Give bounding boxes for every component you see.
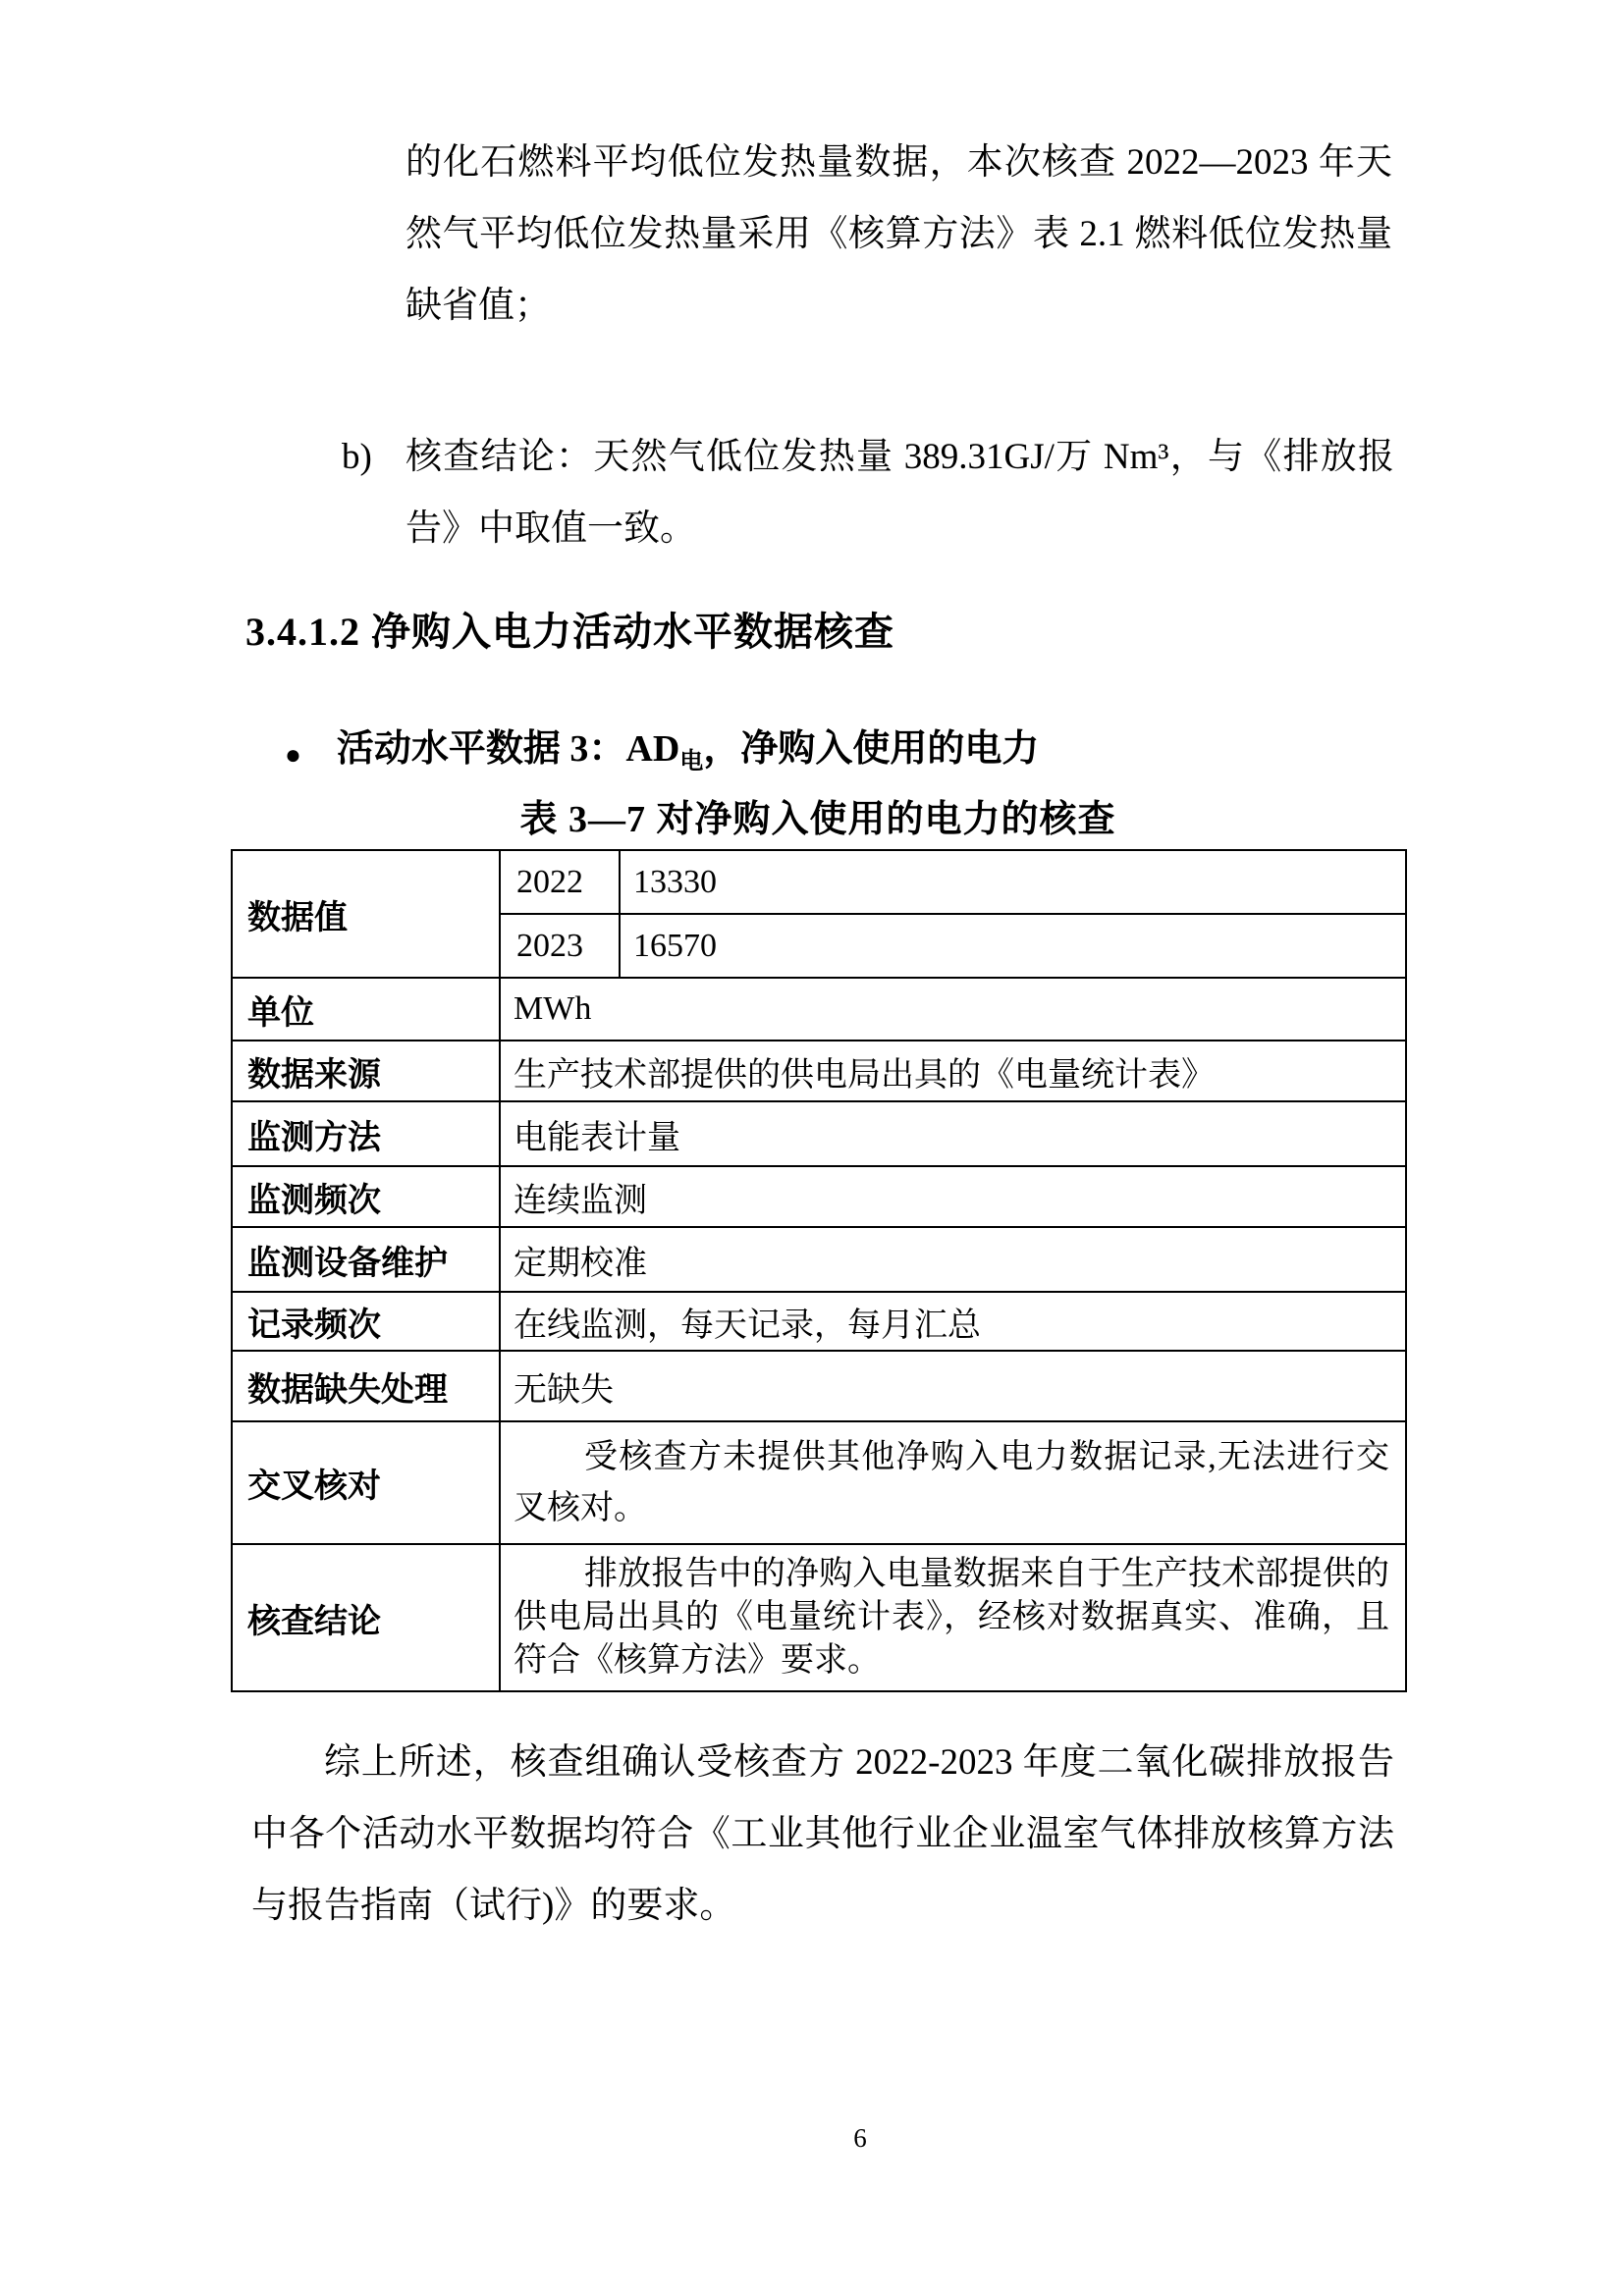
table-row [232,1041,1406,1101]
row-value-verification-conclusion [500,1544,1406,1691]
row-value-monitoring-frequency: 连续监测 [500,1166,1406,1227]
bullet-item [285,724,1404,786]
table-row [232,1544,1406,1691]
row-value-record-frequency: 在线监测，每天记录，每月汇总 [500,1292,1406,1351]
bullet-icon: ● [285,739,301,771]
year-2022-cell: 2022 [500,850,620,914]
page-number: 6 [853,2123,867,2153]
row-value-missing-data: 无缺失 [500,1351,1406,1421]
table-row [232,1351,1406,1421]
list-item-b-marker: b) [342,437,372,477]
cross-check-text: 受核查方未提供其他净购入电力数据记录,无法进行交叉核对。 [514,1438,1389,1526]
row-label-unit: 单位 [232,978,500,1041]
row-label-equipment-maintenance: 监测设备维护 [232,1227,500,1292]
table-title: 表 3—7 对净购入使用的电力的核查 [519,799,1116,840]
bullet-text [337,724,1039,786]
table-row [232,850,1406,914]
row-value-unit: MWh [500,978,1406,1041]
verification-table [231,849,1407,1692]
section-heading: 3.4.1.2 净购入电力活动水平数据核查 [245,610,894,654]
table-row [232,1227,1406,1292]
list-item-b-text: 核查结论：天然气低位发热量 389.31GJ/万 Nm³，与《排放报告》中取值一致。 [406,437,1394,549]
year-2023-cell: 2023 [500,914,620,978]
row-value-data-source: 生产技术部提供的供电局出具的《电量统计表》 [500,1041,1406,1101]
table-row [232,1292,1406,1351]
value-2022-cell: 13330 [620,850,1406,914]
value-2023-cell: 16570 [620,914,1406,978]
list-item-b [342,421,1394,564]
bullet-text-prefix: 活动水平数据 3：AD [336,728,680,770]
table-row [232,1421,1406,1544]
bullet-text-suffix: ，净购入使用的电力 [703,728,1040,770]
row-label-data-source: 数据来源 [232,1041,500,1101]
verification-conclusion-text: 排放报告中的净购入电量数据来自于生产技术部提供的供电局出具的《电量统计表》，经核对数据真实、准确，且符合《核算方法》要求。 [514,1556,1389,1679]
bullet-text-subscript: 电 [679,749,704,774]
row-label-cross-check: 交叉核对 [232,1421,500,1544]
row-label-data-value: 数据值 [232,850,500,978]
table-row [232,1166,1406,1227]
table-row [232,978,1406,1041]
row-label-record-frequency: 记录频次 [232,1292,500,1351]
row-value-cross-check [500,1421,1406,1544]
row-label-monitoring-frequency: 监测频次 [232,1166,500,1227]
row-value-monitoring-method: 电能表计量 [500,1101,1406,1166]
row-label-monitoring-method: 监测方法 [232,1101,500,1166]
table-row [232,1101,1406,1166]
row-label-missing-data: 数据缺失处理 [232,1351,500,1421]
closing-paragraph: 综上所述，核查组确认受核查方 2022-2023 年度二氧化碳排放报告中各个活动水平数据均符合《工业其他行业企业温室气体排放核算方法与报告指南（试行)》的要求。 [251,1742,1394,1926]
row-value-equipment-maintenance: 定期校准 [500,1227,1406,1292]
row-label-verification-conclusion: 核查结论 [232,1544,500,1691]
paragraph-item-a-continuation: 的化石燃料平均低位发热量数据，本次核查 2022—2023 年天然气平均低位发热量采用《核算方法》表 2.1 燃料低位发热量缺省值； [406,142,1392,326]
